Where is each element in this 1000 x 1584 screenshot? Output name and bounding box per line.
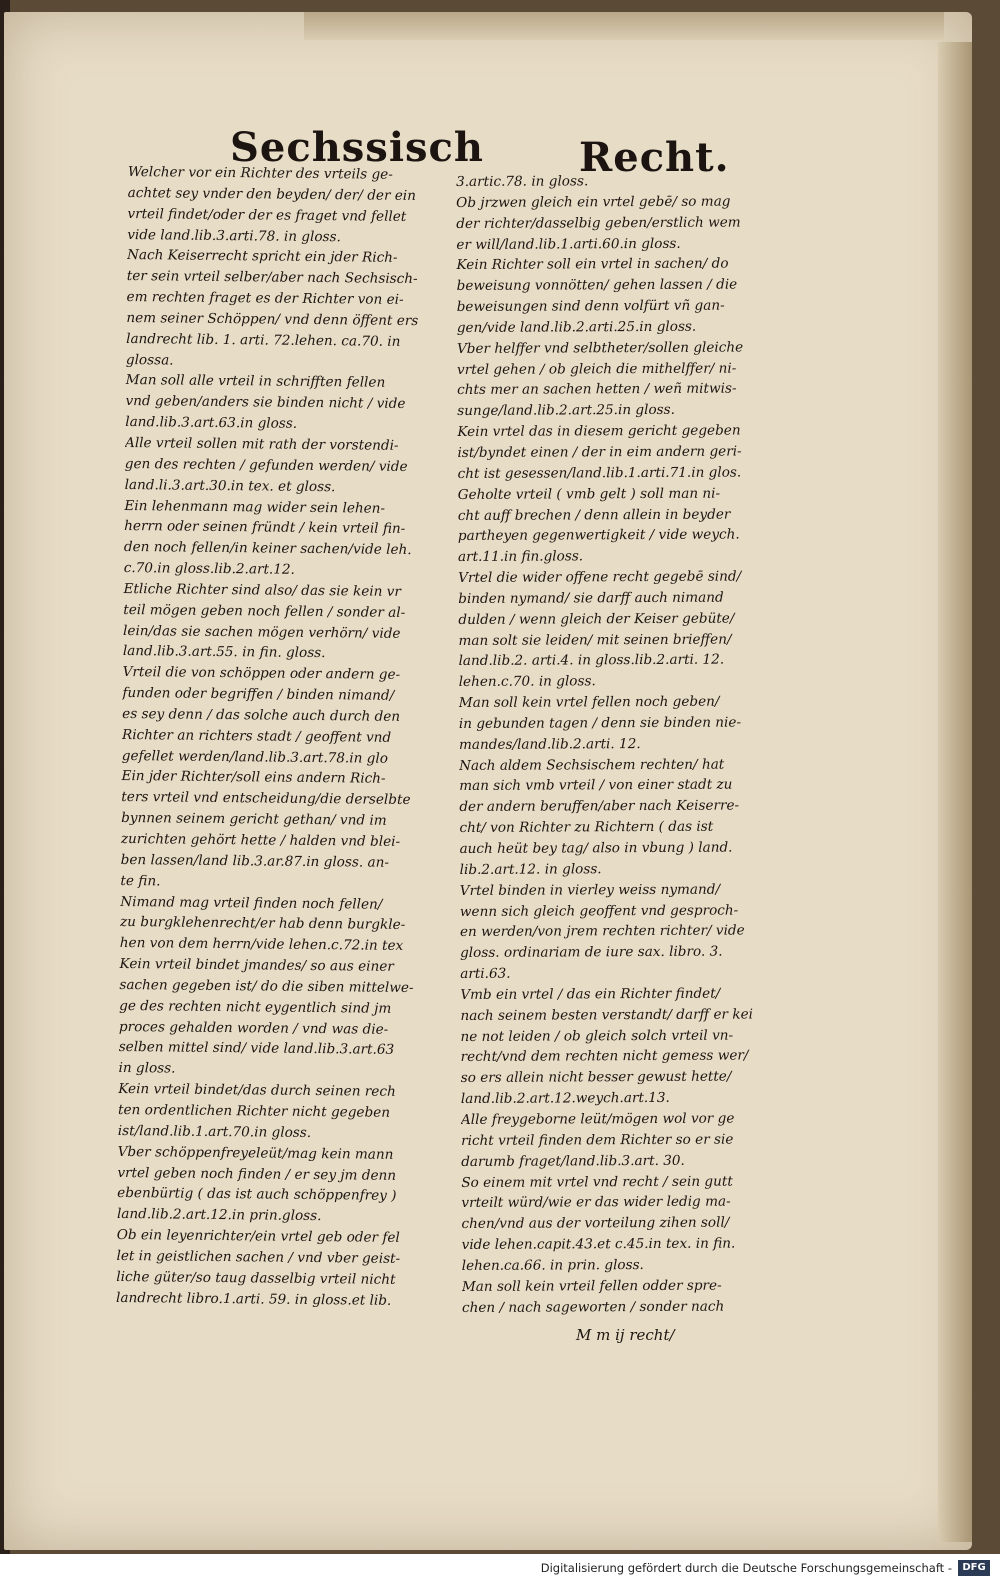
text-line: vrteilt würd/wie er das wider ledig ma- xyxy=(461,1193,731,1212)
text-line: gen/vide land.lib.2.arti.25.in gloss. xyxy=(456,318,697,336)
text-line: gen des rechten / gefunden werden/ vide xyxy=(124,455,408,475)
page-edge-right xyxy=(938,42,972,1542)
text-line: cht auff brechen / denn allein in beyder xyxy=(457,506,731,524)
text-line: lein/das sie sachen mögen verhörn/ vide xyxy=(123,622,401,642)
text-line: vrtel geben noch finden / er sey jm denn xyxy=(117,1164,397,1184)
text-line: Nimand mag vrteil finden noch fellen/ xyxy=(120,893,383,913)
text-line: vnd geben/anders sie binden nicht / vide xyxy=(125,393,406,413)
text-line: c.70.in gloss.lib.2.art.12. xyxy=(123,560,296,578)
text-line: mandes/land.lib.2.arti. 12. xyxy=(458,735,641,753)
text-line: herrn oder seinen fründt / kein vrteil fin- xyxy=(124,518,406,538)
text-line: landrecht libro.1.arti. 59. in gloss.et lib. xyxy=(116,1289,392,1309)
text-line: ist/land.lib.1.art.70.in gloss. xyxy=(117,1122,312,1141)
text-line: selben mittel sind/ vide land.lib.3.art.63 xyxy=(118,1039,395,1059)
text-line: man solt sie leiden/ mit seinen brieffen/ xyxy=(458,631,732,649)
text-line: lib.2.art.12. in gloss. xyxy=(459,861,602,878)
running-head-left: Sechssisch xyxy=(230,124,484,171)
text-line: so ers allein nicht besser gewust hette/ xyxy=(460,1068,732,1087)
text-line: vide land.lib.3.arti.78. in gloss. xyxy=(127,226,341,245)
text-line: Kein vrteil bindet jmandes/ so aus einer xyxy=(119,956,394,975)
text-line: den noch fellen/in keiner sachen/vide leh. xyxy=(123,539,412,559)
text-line: Alle vrteil sollen mit rath der vorstendi- xyxy=(124,434,399,454)
text-line: So einem mit vrtel vnd recht / sein gutt xyxy=(461,1173,733,1191)
text-line: der richter/dasselbig geben/erstlich wem xyxy=(456,214,741,232)
text-line: Vrtel die wider offene recht gegebē sind/ xyxy=(458,568,742,587)
text-line: Ob jrzwen gleich ein vrtel gebē/ so mag xyxy=(456,193,731,211)
text-line: glossa. xyxy=(125,351,174,369)
text-line: land.li.3.art.30.in tex. et gloss. xyxy=(124,476,336,495)
text-line: Vrteil die von schöppen oder andern ge- xyxy=(122,664,401,684)
text-line: Vber helffer vnd selbtheter/sollen gleiche xyxy=(456,339,744,357)
text-line: ebenbürtig ( das ist auch schöppenfrey ) xyxy=(117,1185,397,1205)
text-line: nem seiner Schöppen/ vnd denn öffent ers xyxy=(126,309,419,329)
text-line: lehen.ca.66. in prin. gloss. xyxy=(461,1256,644,1274)
text-line: arti.63. xyxy=(460,965,511,983)
text-line: vrtel gehen / ob gleich die mithelffer/ ni- xyxy=(456,360,737,378)
text-line: ist/byndet einen / der in eim andern geri- xyxy=(457,443,742,461)
text-line: binden nymand/ sie darff auch nimand xyxy=(458,589,724,607)
text-line: gefellet werden/land.lib.3.art.78.in glo xyxy=(121,747,389,767)
text-line: Man soll alle vrteil in schrifften fellen xyxy=(125,372,386,392)
right-text-column xyxy=(456,170,787,1318)
digitization-footer xyxy=(0,1554,1000,1584)
running-head-right: Recht. xyxy=(579,134,730,181)
text-line: achtet sey vnder den beyden/ der/ der ein xyxy=(127,184,417,204)
text-line: dulden / wenn gleich der Keiser gebüte/ xyxy=(458,610,735,628)
text-line: let in geistlichen sachen / vnd vber geist- xyxy=(116,1247,401,1267)
text-line: land.lib.3.art.63.in gloss. xyxy=(125,414,298,432)
text-line: proces gehalden worden / vnd was die- xyxy=(118,1018,389,1038)
text-line: beweisungen sind denn volfürt vñ gan- xyxy=(456,297,725,316)
text-line: in gebunden tagen / denn sie binden nie- xyxy=(458,714,742,732)
text-line: te fin. xyxy=(120,872,161,890)
text-line: cht ist gesessen/land.lib.1.arti.71.in glos. xyxy=(457,464,742,482)
text-line: land.lib.2.art.12.in prin.gloss. xyxy=(116,1206,322,1225)
text-line: em rechten fraget es der Richter von ei- xyxy=(126,289,404,308)
text-line: es sey denn / das solche auch durch den xyxy=(122,705,401,725)
text-line: Welcher vor ein Richter des vrteils ge- xyxy=(127,163,393,183)
text-line: Ein lehenmann mag wider sein lehen- xyxy=(124,497,386,517)
text-line: zurichten gehört hette / halden vnd blei- xyxy=(120,830,401,850)
text-line: Kein vrteil bindet/das durch seinen rech xyxy=(118,1081,396,1100)
text-line: in gloss. xyxy=(118,1060,176,1077)
text-line: lehen.c.70. in gloss. xyxy=(458,673,596,691)
text-line: ter sein vrteil selber/aber nach Sechsisch- xyxy=(126,268,418,288)
text-line: chts mer an sachen hetten / weñ mitwis- xyxy=(457,380,737,399)
text-line: Ein jder Richter/soll eins andern Rich- xyxy=(121,768,386,788)
text-line: liche güter/so taug dasselbig vrteil nicht xyxy=(116,1268,396,1288)
text-line: chen / nach sageworten / sonder nach xyxy=(461,1298,725,1316)
text-line: vrteil findet/oder der es fraget vnd fellet xyxy=(127,205,407,225)
text-line: darumb fraget/land.lib.3.art. 30. xyxy=(461,1152,685,1170)
text-line: Geholte vrteil ( vmb gelt ) soll man ni- xyxy=(457,485,721,503)
text-line: Vmb ein vrtel / das ein Richter findet/ xyxy=(460,985,721,1003)
text-line: landrecht lib. 1. arti. 72.lehen. ca.70. in xyxy=(126,330,401,350)
text-line: Vber schöppenfreyeleüt/mag kein mann xyxy=(117,1143,394,1163)
text-line: nach seinem besten verstandt/ darff er kei xyxy=(460,1006,754,1024)
text-line: Kein Richter soll ein vrtel in sachen/ do xyxy=(456,255,729,274)
dfg-logo: DFG xyxy=(958,1560,990,1576)
text-line: zu burgklehenrecht/er hab denn burgkle- xyxy=(119,914,406,934)
text-line: Vrtel binden in vierley weiss nymand/ xyxy=(459,881,721,899)
text-line: sachen gegeben ist/ do die siben mittelwe- xyxy=(119,976,414,996)
text-line: Nach aldem Sechsischem rechten/ hat xyxy=(459,756,725,774)
text-line: vide lehen.capit.43.et c.45.in tex. in fin. xyxy=(461,1235,736,1254)
text-line: Richter an richters stadt / geoffent vnd xyxy=(121,726,392,746)
text-line: 3.artic.78. in gloss. xyxy=(456,173,589,190)
text-line: ters vrteil vnd entscheidung/die derselbte xyxy=(121,789,411,809)
text-line: ben lassen/land lib.3.ar.87.in gloss. an- xyxy=(120,851,390,871)
text-line: der andern beruffen/aber nach Keiserre- xyxy=(459,797,740,816)
text-line: bynnen seinem gericht gethan/ vnd im xyxy=(121,810,387,829)
text-line: teil mögen geben noch fellen / sonder al- xyxy=(123,601,406,621)
text-line: cht/ von Richter zu Richtern ( das ist xyxy=(459,818,714,837)
text-line: funden oder begriffen / binden nimand/ xyxy=(122,685,395,704)
text-line: man sich vmb vrteil / von einer stadt zu xyxy=(459,777,733,795)
text-line: auch heüt bey tag/ also in vbung ) land. xyxy=(459,839,733,857)
footer-credit: Digitalisierung gefördert durch die Deutsche Forschungsgemeinschaft - xyxy=(540,1561,952,1575)
text-line: Man soll kein vrteil fellen odder spre- xyxy=(461,1277,722,1295)
text-line: ne not leiden / ob gleich solch vrteil vn- xyxy=(460,1027,734,1045)
text-line: beweisung vonnötten/ gehen lassen / die xyxy=(456,276,738,295)
text-line: land.lib.2.art.12.weych.art.13. xyxy=(460,1090,670,1108)
text-line: gloss. ordinariam de iure sax. libro. 3. xyxy=(460,943,723,962)
text-line: en werden/von jrem rechten richter/ vide xyxy=(459,922,745,941)
text-line: Nach Keiserrecht spricht ein jder Rich- xyxy=(126,247,398,267)
text-line: land.lib.2. arti.4. in gloss.lib.2.arti. 12. xyxy=(458,652,725,670)
text-line: Ob ein leyenrichter/ein vrtel geb oder fel xyxy=(116,1226,400,1246)
text-line: sunge/land.lib.2.art.25.in gloss. xyxy=(457,402,675,420)
left-text-column xyxy=(116,162,468,1312)
book-page xyxy=(4,12,972,1550)
text-line: wenn sich gleich geoffent vnd gesproch- xyxy=(459,902,739,920)
text-line: ten ordentlichen Richter nicht gegeben xyxy=(117,1101,391,1121)
text-line: Etliche Richter sind also/ das sie kein vr xyxy=(123,580,401,600)
text-line: recht/vnd dem rechten nicht gemess wer/ xyxy=(460,1047,749,1066)
page-edge-top xyxy=(304,12,944,40)
text-line: land.lib.3.art.55. in fin. gloss. xyxy=(122,643,326,662)
text-line: hen von dem herrn/vide lehen.c.72.in tex xyxy=(119,935,404,955)
text-line: er will/land.lib.1.arti.60.in gloss. xyxy=(456,235,681,253)
text-line: ge des rechten nicht eygentlich sind jm xyxy=(119,997,392,1017)
text-line: art.11.in fin.gloss. xyxy=(457,548,584,566)
text-line: chen/vnd aus der vorteilung zihen soll/ xyxy=(461,1214,730,1233)
text-line: richt vrteil finden dem Richter so er sie xyxy=(461,1131,734,1149)
text-line: Alle freygeborne leüt/mögen wol vor ge xyxy=(460,1110,735,1128)
catchword-signature: M m ij recht/ xyxy=(576,1326,675,1344)
text-line: Man soll kein vrtel fellen noch geben/ xyxy=(458,693,720,712)
text-line: Kein vrtel das in diesem gericht gegeben xyxy=(457,422,741,441)
text-line: partheyen gegenwertigkeit / vide weych. xyxy=(457,526,740,545)
